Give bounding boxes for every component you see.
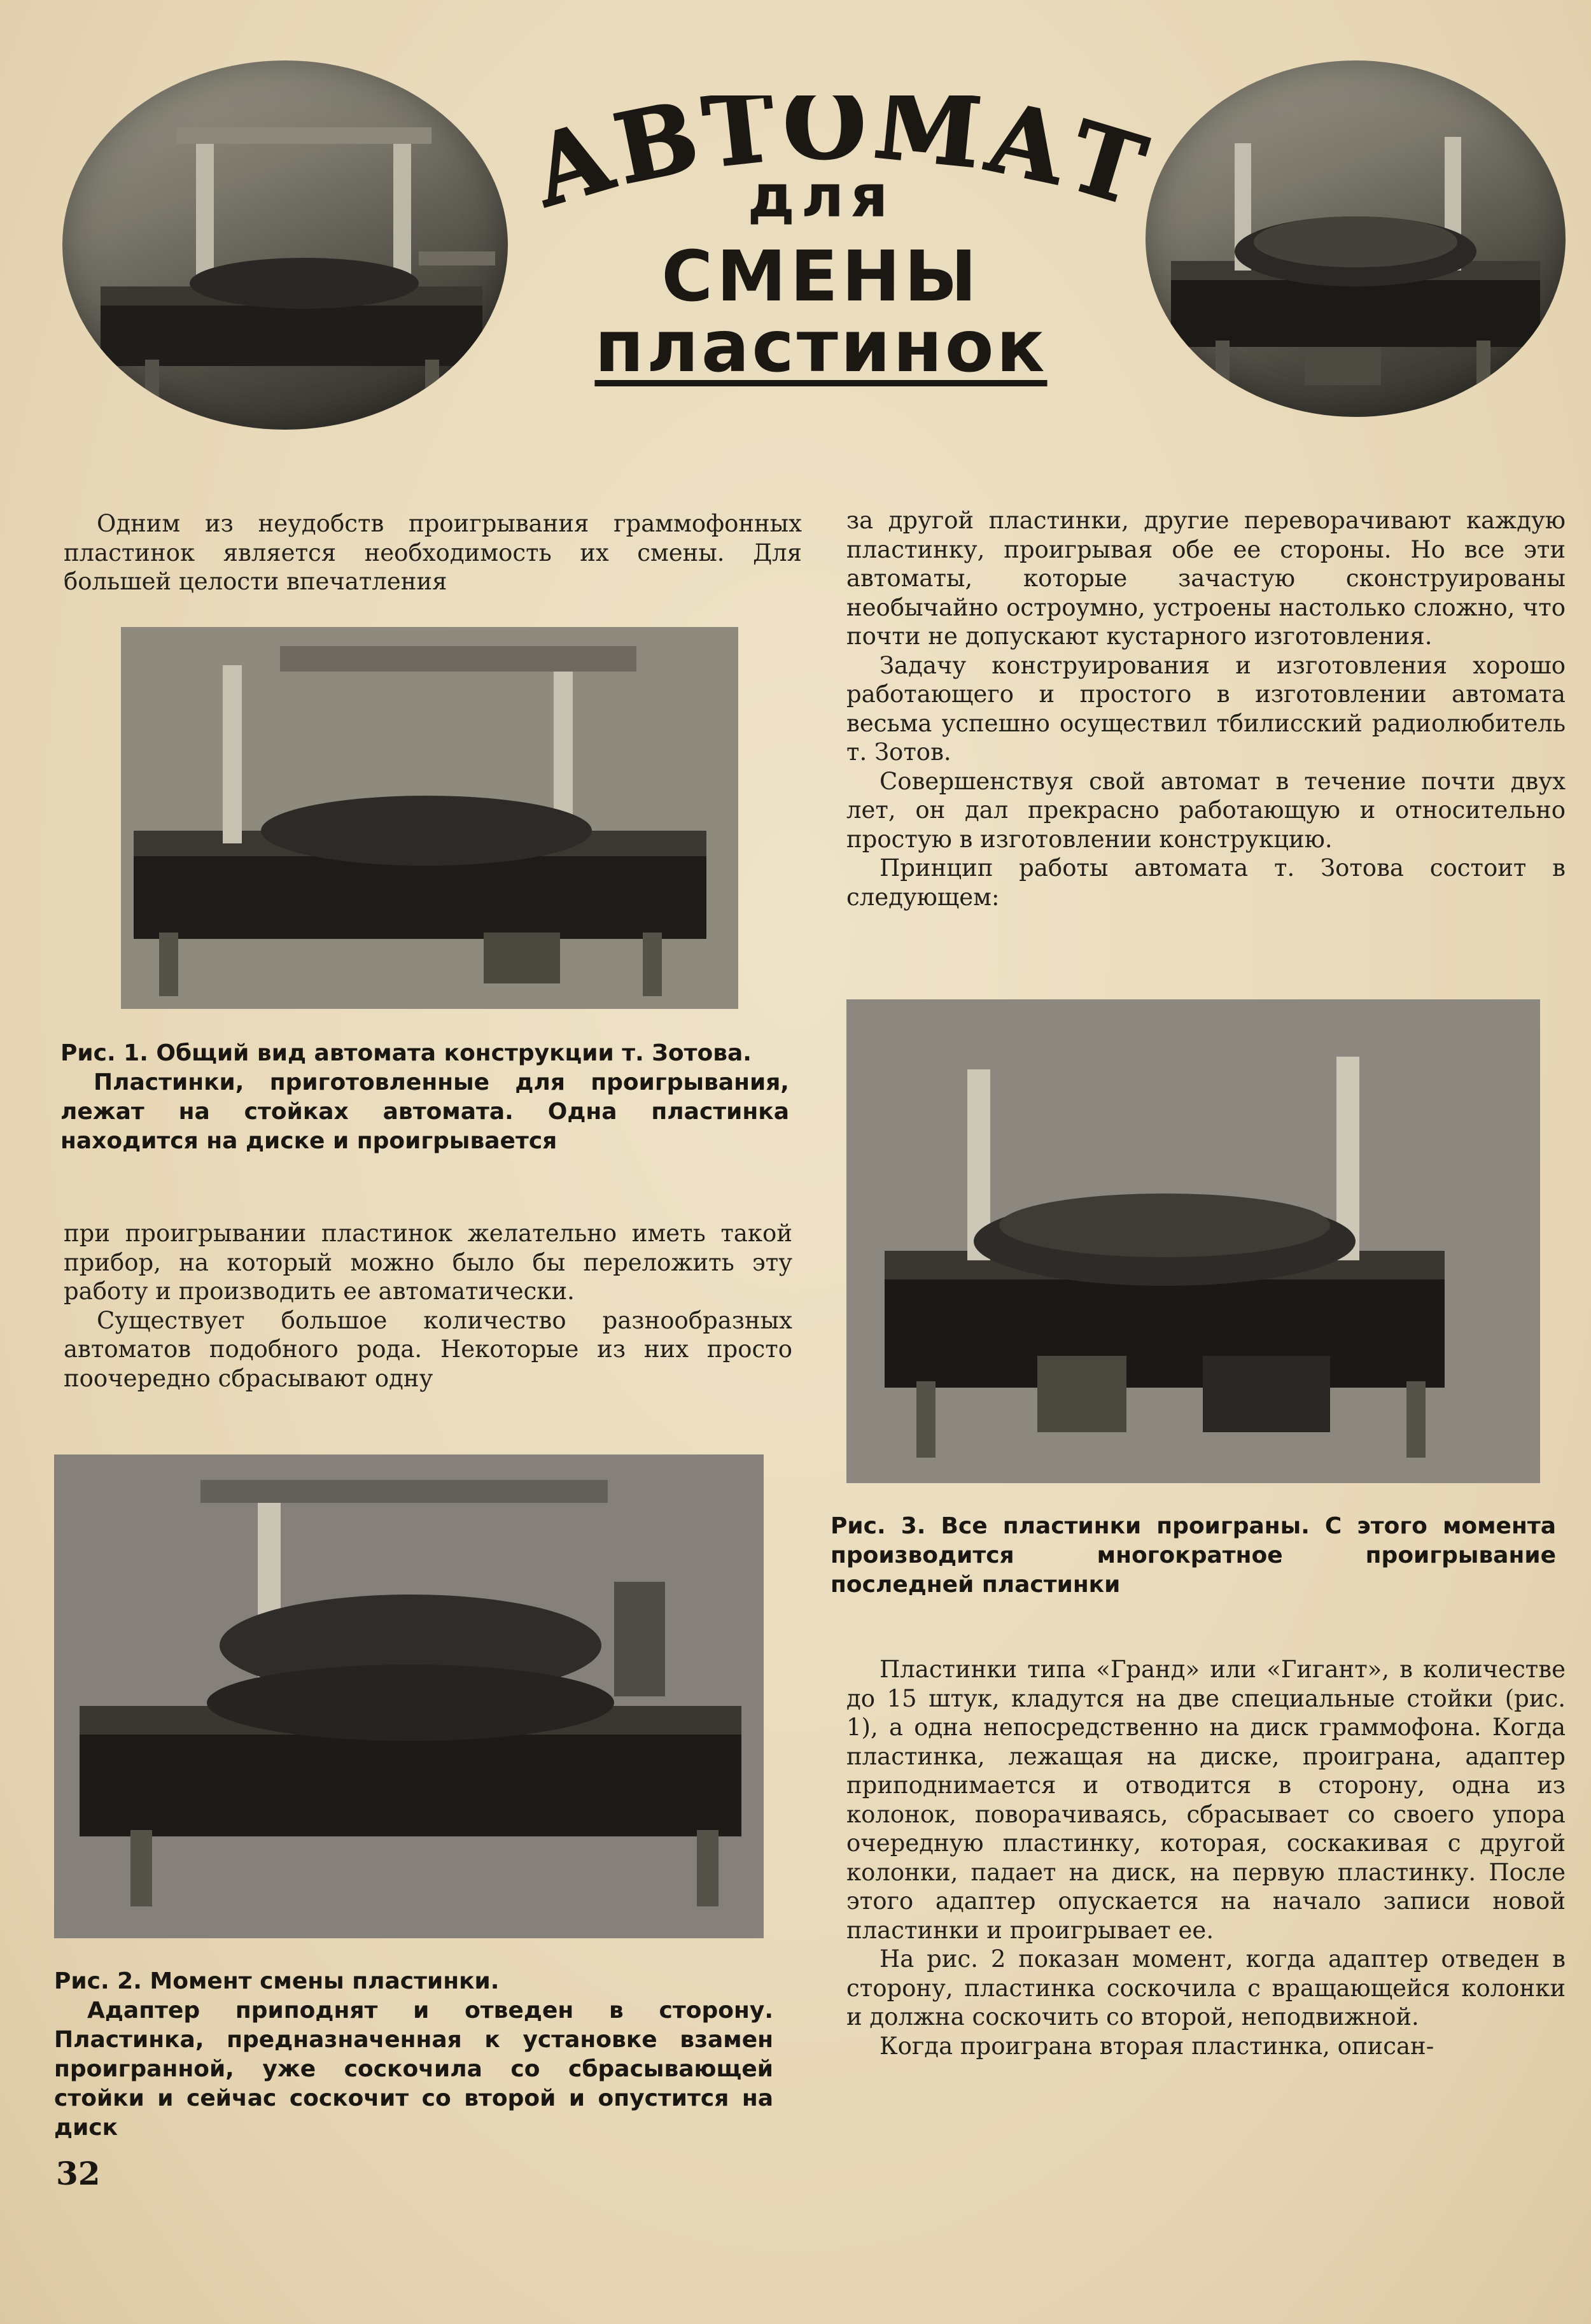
header-photo-right — [1146, 60, 1566, 417]
figure-1-caption — [60, 1039, 789, 1156]
turntable-illustration-fig3 — [846, 999, 1540, 1483]
headline-subtitle-3: пластинок — [594, 306, 1048, 388]
right-column-top — [846, 506, 1566, 912]
paragraph: Пластинки типа «Гранд» или «Гигант», в количестве до 15 штук, кладутся на две специальные стойки (рис. 1), а одна непосредственно на диск граммофона. Когда пластинка, лежащая на диске, проиграна, адаптер приподнимается и отводится в сторону, одна из колонок, поворачиваясь, сбрасывает со своего упора очередную пластинку, которая, соскакивая с другой колонки, падает на диск, на первую пластинку. После этого адаптер опускается на начало записи новой пластинки и проигрывает ее. — [846, 1656, 1566, 1944]
paragraph: Одним из неудобств проигрывания граммофонных пластинок является необходимость их смены. Для большей целости впечатления — [64, 510, 802, 595]
header-photo-left — [62, 60, 508, 430]
figure-3-caption-text: Рис. 3. Все пластинки проиграны. С этого момента производится многократное проигрывание последней пластинки — [831, 1513, 1556, 1598]
paragraph: при проигрывании пластинок желательно иметь такой прибор, на который можно было бы переложить эту работу и производить ее автоматически. — [64, 1220, 792, 1305]
paragraph: за другой пластинки, другие переворачивают каждую пластинку, проигрывая обе ее стороны. Но все эти автоматы, которые зачастую сконструированы необычайно остроумно, устроены настолько сложно, что почти не допускают кустарного изготовления. — [846, 507, 1566, 650]
turntable-illustration-fig1 — [121, 627, 738, 1009]
paragraph: Принцип работы автомата т. Зотова состоит в следующем: — [846, 854, 1566, 911]
figure-1-caption-text: Пластинки, приготовленные для проигрывания, лежат на стойках автомата. Одна пластинка находится на диске и проигрывается — [60, 1069, 789, 1154]
paragraph: Совершенствуя свой автомат в течение почти двух лет, он дал прекрасно работающую и относительно простую в изготовлении конструкцию. — [846, 767, 1566, 853]
right-column-bottom — [846, 1655, 1566, 2060]
figure-2-caption-title: Рис. 2. Момент смены пластинки. — [54, 1968, 500, 1994]
paragraph: Существует большое количество разнообразных автоматов подобного рода. Некоторые из них просто поочередно сбрасывают одну — [64, 1306, 792, 1392]
figure-2-caption — [54, 1967, 773, 2143]
paragraph: Задачу конструирования и изготовления хорошо работающего и простого в изготовлении автомата весьма успешно осуществил тбилисский радиолюбитель т. Зотов. — [846, 651, 1566, 766]
left-column-middle — [64, 1219, 792, 1393]
headline-subtitle-1: для — [747, 162, 895, 230]
figure-3-photo — [846, 999, 1540, 1483]
figure-1-photo — [121, 627, 738, 1009]
turntable-illustration-right — [1146, 60, 1566, 417]
figure-2-photo — [54, 1454, 764, 1938]
paragraph: Когда проиграна вторая пластинка, описан- — [880, 2032, 1434, 2060]
headline-title-text: АВТОМАТ — [528, 95, 1152, 216]
turntable-illustration-left — [62, 60, 508, 430]
left-column-intro — [64, 509, 802, 596]
headline-subtitle-2: СМЕНЫ — [661, 236, 981, 317]
turntable-illustration-fig2 — [54, 1454, 764, 1938]
page-number: 32 — [56, 2155, 101, 2192]
figure-1-caption-title: Рис. 1. Общий вид автомата конструкции т. Зотова. — [60, 1040, 752, 1066]
figure-3-caption — [831, 1512, 1556, 1600]
figure-2-caption-text: Адаптер приподнят и отведен в сторону. Пластинка, предназначенная к установке взамен проигранной, уже соскочила со сбрасывающей стойки и сейчас соскочит со второй и опустится на диск — [54, 1997, 773, 2141]
paragraph: На рис. 2 показан момент, когда адаптер отведен в сторону, пластинка соскочила с вращающейся колонки и должна соскочить со второй, неподвижной. — [846, 1945, 1566, 2031]
